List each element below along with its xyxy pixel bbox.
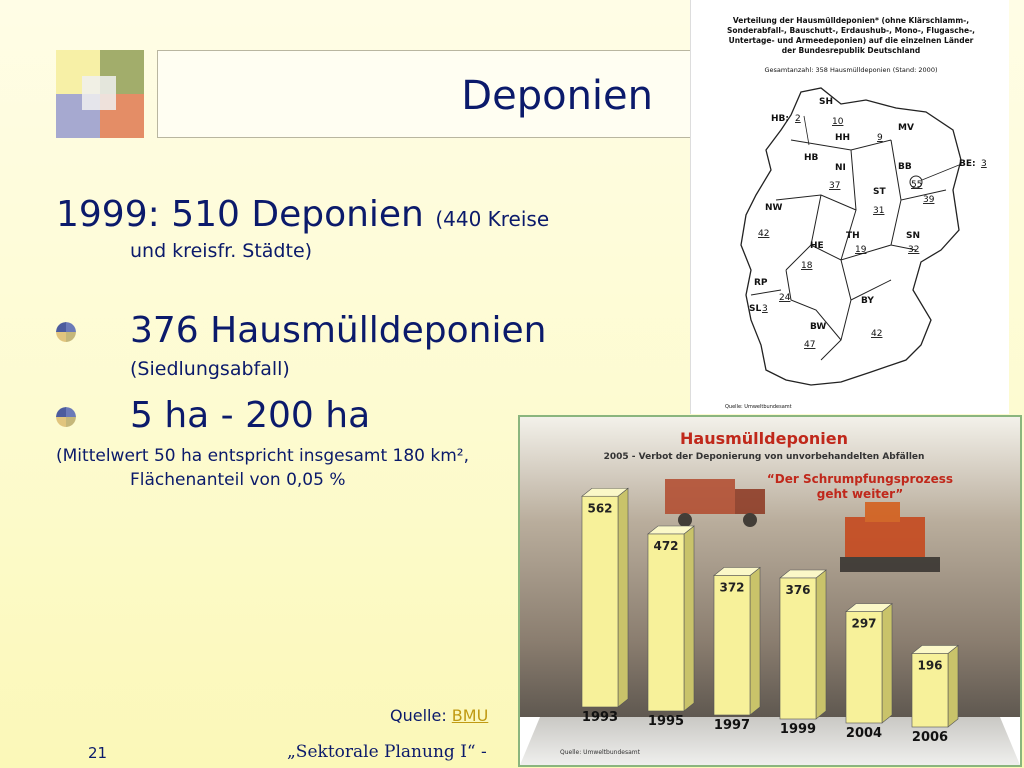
bar-chart: [520, 417, 1020, 765]
map-label-sn: SN: [906, 231, 921, 241]
bullet1-sub: (Siedlungsabfall): [130, 358, 290, 380]
map-label-hh: HH: [835, 133, 851, 143]
map-label-hb-small: HB: [804, 153, 819, 163]
map-label-mv: MV: [898, 123, 914, 133]
x-tick-label: 2004: [845, 726, 883, 741]
bullet-icon: [56, 322, 76, 342]
map-value-nw: 42: [758, 229, 770, 239]
chart-panel: [518, 415, 1022, 767]
bar-1993: [582, 496, 618, 707]
map-value-bb: 55: [911, 180, 923, 190]
bar-side: [816, 570, 826, 719]
footer-text: „Sektorale Planung I“ -: [287, 742, 487, 762]
bar-value-label: 196: [917, 658, 943, 673]
headline-main: 1999: 510 Deponien: [56, 194, 424, 235]
germany-map-panel: [690, 0, 1009, 414]
map-value-bb-2: 39: [923, 195, 935, 205]
map-value-be: 3: [981, 159, 987, 169]
source: [390, 706, 488, 725]
headline-paren: (440 Kreise: [435, 207, 550, 231]
map-source: Quelle: Umweltbundesamt: [725, 404, 792, 410]
bar-side: [618, 488, 628, 707]
map-title-line: der Bundesrepublik Deutschland: [781, 46, 921, 55]
map-value-hb: 2: [795, 114, 801, 124]
bar-value-label: 562: [587, 501, 613, 516]
map-value-bw: 47: [804, 340, 816, 350]
map-title-line: Verteilung der Hausmülldeponien* (ohne Klärschlamm-,: [732, 16, 970, 25]
map-label-by: BY: [861, 296, 874, 306]
map-label-be: BE:: [959, 159, 976, 169]
bar-value-label: 376: [785, 583, 811, 597]
logo-square-center: [82, 76, 116, 110]
map-value-by: 42: [871, 329, 883, 339]
map-value-mv: 9: [877, 133, 883, 143]
map-label-he: HE: [810, 241, 824, 251]
bar-side: [684, 526, 694, 711]
map-label-bw: BW: [810, 322, 827, 332]
chart-title: Hausmülldeponien: [680, 429, 848, 448]
x-tick-label: 1995: [647, 714, 685, 729]
bar-side: [750, 568, 760, 716]
title-box: [157, 50, 759, 138]
map-label-bb: BB: [898, 162, 912, 172]
map-label-ni: NI: [835, 163, 846, 173]
headline-continuation: und kreisfr. Städte): [130, 240, 313, 262]
map-label-sh: SH: [819, 97, 834, 107]
headline: [56, 194, 549, 235]
x-tick-label: 1993: [581, 710, 619, 725]
source-label: Quelle:: [390, 706, 447, 725]
logo: [56, 50, 144, 138]
map-title-line: Sonderabfall-, Bauschutt-, Erdaushub-, Mono-, Flugasche-,: [726, 26, 976, 35]
bar-1999: [780, 578, 816, 719]
source-link-bmu[interactable]: BMU: [451, 706, 489, 725]
chart-annotation-line-2: geht weiter”: [816, 487, 904, 501]
map-label-th: TH: [846, 231, 860, 241]
map-label-rp: RP: [754, 278, 768, 288]
x-tick-label: 1999: [779, 722, 817, 737]
map-label-nw: NW: [765, 203, 783, 213]
bar-value-label: 372: [719, 580, 745, 595]
map-value-st: 31: [873, 206, 885, 216]
map-value-rp: 24: [779, 293, 791, 303]
bullet-icon: [56, 407, 76, 427]
slide-title: Deponien: [461, 73, 653, 119]
bar-value-label: 297: [851, 616, 877, 631]
bar-value-label: 472: [653, 539, 679, 553]
bar-side: [882, 604, 892, 723]
map-subtitle: Gesamtanzahl: 358 Hausmülldeponien (Stand: 2000): [764, 66, 938, 74]
chart-annotation-line-1: “Der Schrumpfungsprozess: [766, 472, 954, 486]
map-title-line: Untertage- und Armeedeponien) auf die einzelnen Länder: [728, 36, 974, 45]
x-tick-label: 2006: [911, 730, 949, 745]
map-value-ni: 37: [829, 181, 841, 191]
chart-subtitle: 2005 - Verbot der Deponierung von unvorbehandelten Abfällen: [603, 452, 925, 462]
map-value-sn: 32: [908, 245, 920, 255]
bullet1-main: 376 Hausmülldeponien: [130, 310, 547, 351]
bullet2-main: 5 ha - 200 ha: [130, 395, 371, 436]
note-line-2: Flächenanteil von 0,05 %: [130, 470, 346, 490]
bar-1995: [648, 534, 684, 711]
germany-map: [691, 0, 1009, 414]
bar-side: [948, 646, 958, 728]
note-line-1: (Mittelwert 50 ha entspricht insgesamt 180 km²,: [56, 446, 470, 466]
map-value-th: 19: [855, 245, 867, 255]
bar-1997: [714, 576, 750, 716]
map-label-sl: SL: [749, 304, 762, 314]
chart-source: Quelle: Umweltbundesamt: [560, 749, 640, 756]
x-tick-label: 1997: [713, 718, 751, 733]
map-label-st: ST: [873, 187, 886, 197]
map-value-sl: 3: [762, 304, 768, 314]
map-value-sh: 10: [832, 117, 844, 127]
map-value-he: 18: [801, 261, 813, 271]
slide-number: 21: [88, 744, 108, 762]
map-label-hb: HB:: [771, 114, 789, 124]
